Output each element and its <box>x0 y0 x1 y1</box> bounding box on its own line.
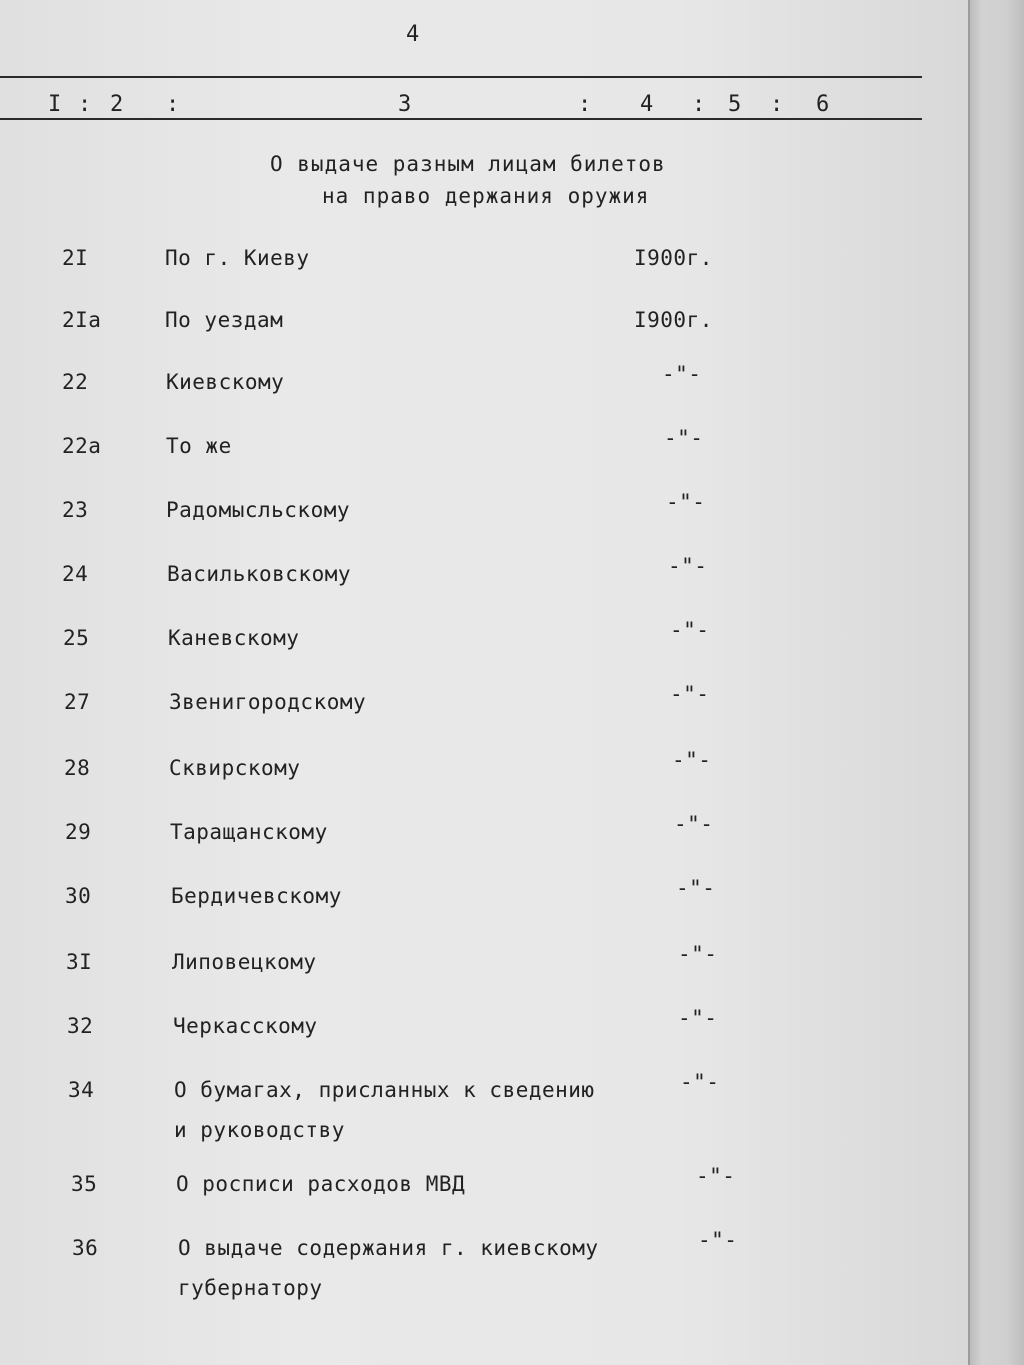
entry-title-line: Киевскому <box>166 370 285 394</box>
entry-title-line: Васильковскому <box>167 562 352 586</box>
entry-number: 36 <box>72 1236 99 1260</box>
entry-year: -"- <box>662 362 702 386</box>
entry-number: 22 <box>62 370 89 394</box>
entry-number: 3I <box>66 950 93 974</box>
entry-title-line: О бумагах, присланных к сведению <box>174 1078 595 1102</box>
entry-title <box>174 1070 595 1150</box>
header-bottom-rule <box>0 118 922 120</box>
column-header: 5 <box>728 92 742 117</box>
entry-number: 29 <box>65 820 92 844</box>
header-top-rule <box>0 76 922 78</box>
entry-year: I900г. <box>634 308 713 332</box>
entry-number: 23 <box>62 498 89 522</box>
entry-year: -"- <box>672 748 712 772</box>
entry-year: -"- <box>670 618 710 642</box>
entry-title-line: Черкасскому <box>173 1014 318 1038</box>
entry-year: -"- <box>666 490 706 514</box>
entry-title-line: По г. Киеву <box>165 246 310 270</box>
entry-year: -"- <box>696 1164 736 1188</box>
column-separator: : <box>770 92 784 117</box>
page-edge-line <box>968 0 970 1365</box>
entry-number: 27 <box>64 690 91 714</box>
next-page-edge <box>968 0 1024 1365</box>
entry-title <box>178 1228 599 1308</box>
entry-title-line: По уездам <box>165 308 284 332</box>
entry-title <box>176 1164 465 1204</box>
entry-year: -"- <box>678 942 718 966</box>
column-header: 6 <box>816 92 830 117</box>
entry-title <box>169 748 300 788</box>
entry-title <box>166 362 284 402</box>
entry-title-line: Звенигородскому <box>169 690 367 714</box>
entry-year: -"- <box>670 682 710 706</box>
column-separator: : <box>78 92 92 117</box>
entry-number: 35 <box>71 1172 98 1196</box>
entry-number: 22а <box>62 434 102 458</box>
entry-title <box>165 300 283 340</box>
entry-year: I900г. <box>634 246 713 270</box>
section-title-line-1: О выдаче разным лицам билетов <box>270 152 666 176</box>
entry-number: 24 <box>62 562 89 586</box>
entry-number: 32 <box>67 1014 94 1038</box>
column-header: 2 <box>110 92 124 117</box>
entry-title-line: Таращанскому <box>170 820 328 844</box>
entry-title <box>167 554 351 594</box>
entry-title <box>172 942 317 982</box>
entry-number: 25 <box>63 626 90 650</box>
entry-number: 2Iа <box>62 308 102 332</box>
entry-title-line: То же <box>166 434 232 458</box>
column-separator: : <box>578 92 592 117</box>
column-header: I <box>48 92 62 117</box>
page-number: 4 <box>406 22 420 47</box>
entry-title <box>171 876 342 916</box>
entry-number: 30 <box>65 884 92 908</box>
entry-title-line: О росписи расходов МВД <box>176 1172 466 1196</box>
entry-number: 28 <box>64 756 91 780</box>
entry-title-line: Липовецкому <box>172 950 317 974</box>
entry-year: -"- <box>664 426 704 450</box>
section-title-line-2: на право держания оружия <box>322 184 650 208</box>
entry-year: -"- <box>668 554 708 578</box>
entry-year: -"- <box>698 1228 738 1252</box>
entry-year: -"- <box>680 1070 720 1094</box>
entry-year: -"- <box>678 1006 718 1030</box>
entry-title <box>165 238 310 278</box>
entry-number: 2I <box>62 246 89 270</box>
entry-year: -"- <box>676 876 716 900</box>
entry-title-line: Сквирскому <box>169 756 301 780</box>
entry-year: -"- <box>674 812 714 836</box>
entry-title <box>166 490 350 530</box>
entry-title <box>166 426 232 466</box>
entry-number: 34 <box>68 1078 95 1102</box>
entry-title <box>168 618 299 658</box>
column-separator: : <box>166 92 180 117</box>
entry-title-line: губернатору <box>178 1276 323 1300</box>
entry-title-line: и руководству <box>174 1118 345 1142</box>
entry-title-line: Радомысльскому <box>166 498 351 522</box>
entry-title-line: Каневскому <box>168 626 300 650</box>
column-separator: : <box>692 92 706 117</box>
entry-title-line: Бердичевскому <box>171 884 342 908</box>
entry-title <box>173 1006 318 1046</box>
column-header: 4 <box>640 92 654 117</box>
entry-title <box>170 812 328 852</box>
column-header: 3 <box>398 92 412 117</box>
entry-title-line: О выдаче содержания г. киевскому <box>178 1236 599 1260</box>
entry-title <box>169 682 366 722</box>
